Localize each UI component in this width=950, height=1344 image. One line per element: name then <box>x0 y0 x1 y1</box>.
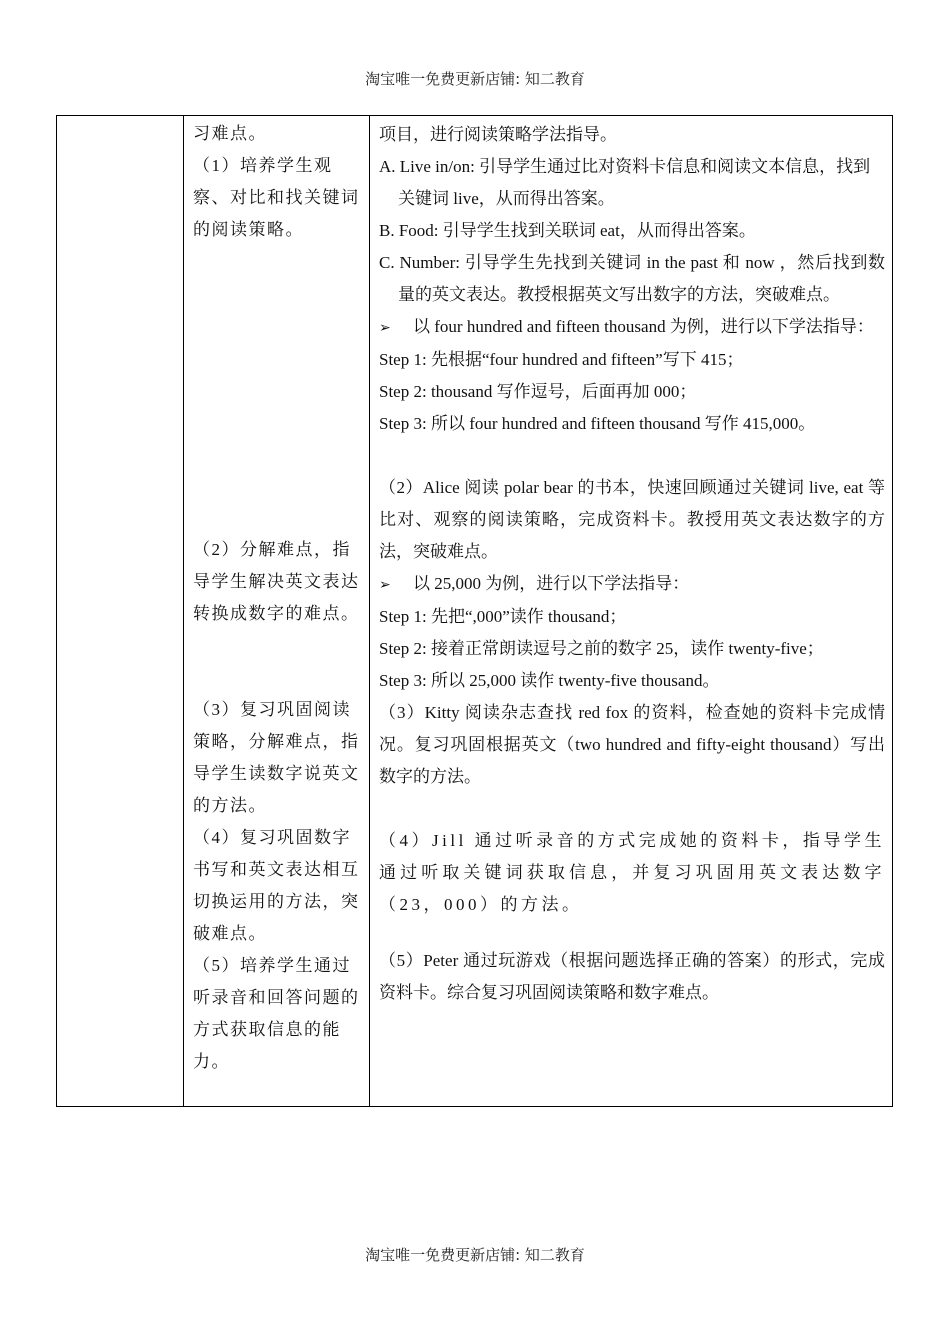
objective-text: （4）复习巩固数字书写和英文表达相互切换运用的方法，突破难点。 <box>193 828 360 943</box>
step-line: Step 3: 所以 four hundred and fifteen thousand 写作 415,000。 <box>379 414 816 433</box>
process-part-5: （5）Peter 通过玩游戏（根据问题选择正确的答案）的形式，完成资料卡。综合复习巩固阅读策略和数字难点。 <box>379 951 885 1002</box>
column-divider <box>369 116 370 1106</box>
bullet-text: 以 four hundred and fifteen thousand 为例，进行以下学法指导： <box>413 317 874 336</box>
bullet-item <box>379 568 885 601</box>
bullet-item <box>379 311 885 344</box>
objective-text: 习难点。 <box>193 124 267 143</box>
process-column <box>379 119 885 1009</box>
step-line: Step 1: 先根据“four hundred and fifteen”写下 415； <box>379 350 744 369</box>
process-intro: 项目，进行阅读策略学法指导。 <box>379 125 617 144</box>
page-footer: 淘宝唯一免费更新店铺: 知二教育 <box>365 1246 585 1264</box>
objective-text: （2）分解难点，指导学生解决英文表达转换成数字的难点。 <box>193 540 360 623</box>
step-line: Step 3: 所以 25,000 读作 twenty-five thousand。 <box>379 671 720 690</box>
step-line: Step 2: thousand 写作逗号，后面再加 000； <box>379 382 697 401</box>
step-line: Step 2: 接着正常朗读逗号之前的数字 25，读作 twenty-five； <box>379 639 824 658</box>
process-part-3: （3）Kitty 阅读杂志查找 red fox 的资料，检查她的资料卡完成情况。复习巩固根据英文（two hundred and fifty-eight thousand）写出数字的方法。 <box>379 703 885 786</box>
process-item-a: A. Live in/on: 引导学生通过比对资料卡信息和阅读文本信息，找到关键词 live，从而得出答案。 <box>379 157 871 208</box>
column-divider <box>183 116 184 1106</box>
objectives-column <box>193 118 361 1078</box>
objective-text: （1）培养学生观察、对比和找关键词的阅读策略。 <box>193 156 360 239</box>
page-header: 淘宝唯一免费更新店铺: 知二教育 <box>365 70 585 88</box>
process-item-b: B. Food: 引导学生找到关联词 eat，从而得出答案。 <box>379 221 756 240</box>
lesson-table <box>56 115 893 1107</box>
process-part-4: （4）Jill 通过听录音的方式完成她的资料卡，指导学生通过听取关键词获取信息，并复习巩固用英文表达数字（23，000）的方法。 <box>379 831 885 914</box>
objective-text: （5）培养学生通过听录音和回答问题的方式获取信息的能力。 <box>193 956 360 1071</box>
bullet-text: 以 25,000 为例，进行以下学法指导： <box>413 574 690 593</box>
objective-text: （3）复习巩固阅读策略，分解难点，指导学生读数字说英文的方法。 <box>193 700 360 815</box>
process-item-c: C. Number: 引导学生先找到关键词 in the past 和 now ，然后找到数量的英文表达。教授根据英文写出数字的方法，突破难点。 <box>379 253 885 304</box>
process-part-2: （2）Alice 阅读 polar bear 的书本，快速回顾通过关键词 live, eat 等比对、观察的阅读策略，完成资料卡。教授用英文表达数字的方法，突破难点。 <box>379 478 885 561</box>
arrowhead-bullet-icon: ➢ <box>379 577 391 593</box>
step-line: Step 1: 先把“,000”读作 thousand； <box>379 607 627 626</box>
arrowhead-bullet-icon: ➢ <box>379 320 391 336</box>
